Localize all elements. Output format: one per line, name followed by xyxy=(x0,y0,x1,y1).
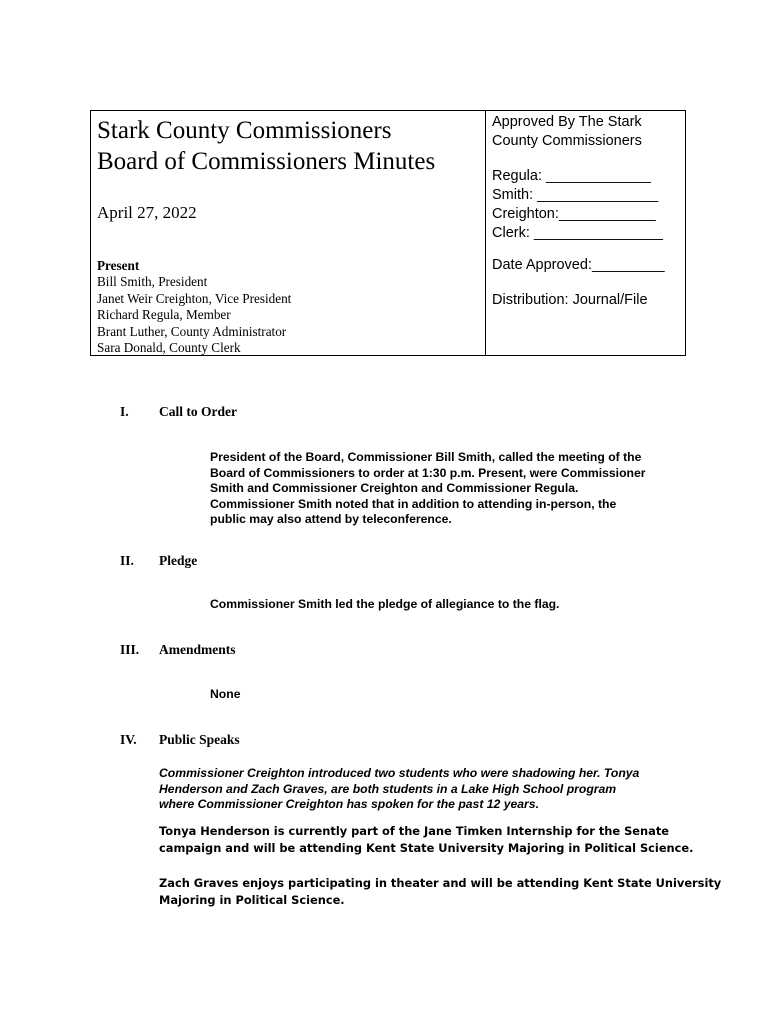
title-line-1: Stark County Commissioners xyxy=(97,117,392,144)
text-line: Zach Graves enjoys participating in theater and will be attending Kent State University xyxy=(159,876,722,890)
present-member: Brant Luther, County Administrator xyxy=(97,323,287,339)
public-speaks-intro xyxy=(159,766,639,813)
section-numeral: III. xyxy=(120,642,140,657)
approval-line-1: Approved By The Stark xyxy=(492,114,642,130)
section-numeral: II. xyxy=(120,553,134,568)
student-paragraph-graves xyxy=(159,875,721,909)
section-title-public-speaks: Public Speaks xyxy=(159,732,240,747)
signoff-creighton: Creighton:____________ xyxy=(492,206,656,222)
header-table xyxy=(90,110,686,356)
present-member: Janet Weir Creighton, Vice President xyxy=(97,290,292,306)
text-line: Commissioner Creighton introduced two students who were shadowing her. Tonya xyxy=(159,766,640,780)
present-member: Richard Regula, Member xyxy=(97,307,231,323)
distribution: Distribution: Journal/File xyxy=(492,292,648,308)
text-line: Smith and Commissioner Creighton and Commissioner Regula. xyxy=(210,481,579,495)
text-line: campaign and will be attending Kent State University Majoring in Political Science. xyxy=(159,841,694,855)
signoff-regula: Regula: _____________ xyxy=(492,168,651,184)
approval-line-2: County Commissioners xyxy=(492,133,642,149)
meeting-date: April 27, 2022 xyxy=(97,203,197,222)
header-right-cell xyxy=(486,111,685,355)
signoff-smith: Smith: _______________ xyxy=(492,187,659,203)
date-approved: Date Approved:_________ xyxy=(492,257,665,273)
present-member: Bill Smith, President xyxy=(97,274,208,290)
section-numeral: IV. xyxy=(120,732,137,747)
pledge-text: Commissioner Smith led the pledge of allegiance to the flag. xyxy=(210,597,560,611)
signoff-clerk: Clerk: ________________ xyxy=(492,225,663,241)
title-line-2: Board of Commissioners Minutes xyxy=(97,148,436,175)
section-title-pledge: Pledge xyxy=(159,553,198,568)
section-title-amendments: Amendments xyxy=(159,642,236,657)
text-line: where Commissioner Creighton has spoken for the past 12 years. xyxy=(159,797,539,811)
text-line: public may also attend by teleconference. xyxy=(210,512,452,526)
present-heading: Present xyxy=(97,258,140,273)
document-title xyxy=(97,115,435,177)
section-numeral: I. xyxy=(120,404,129,419)
present-list xyxy=(97,258,291,356)
present-member: Sara Donald, County Clerk xyxy=(97,340,241,356)
text-line: President of the Board, Commissioner Bill Smith, called the meeting of the xyxy=(210,450,642,464)
text-line: Board of Commissioners to order at 1:30 p.m. Present, were Commissioner xyxy=(210,465,646,480)
section-title-call-to-order: Call to Order xyxy=(159,404,237,419)
amendments-text: None xyxy=(210,687,241,701)
signoff-list xyxy=(492,167,663,243)
text-line: Tonya Henderson is currently part of the Jane Timken Internship for the Senate xyxy=(159,824,669,838)
call-to-order-text xyxy=(210,450,645,528)
text-line: Henderson and Zach Graves, are both students in a Lake High School program xyxy=(159,781,617,796)
text-line: Commissioner Smith noted that in addition to attending in-person, the xyxy=(210,496,617,511)
student-paragraph-henderson xyxy=(159,823,693,857)
text-line: Majoring in Political Science. xyxy=(159,893,345,907)
approval-heading xyxy=(492,113,642,151)
header-left-cell xyxy=(91,111,486,355)
